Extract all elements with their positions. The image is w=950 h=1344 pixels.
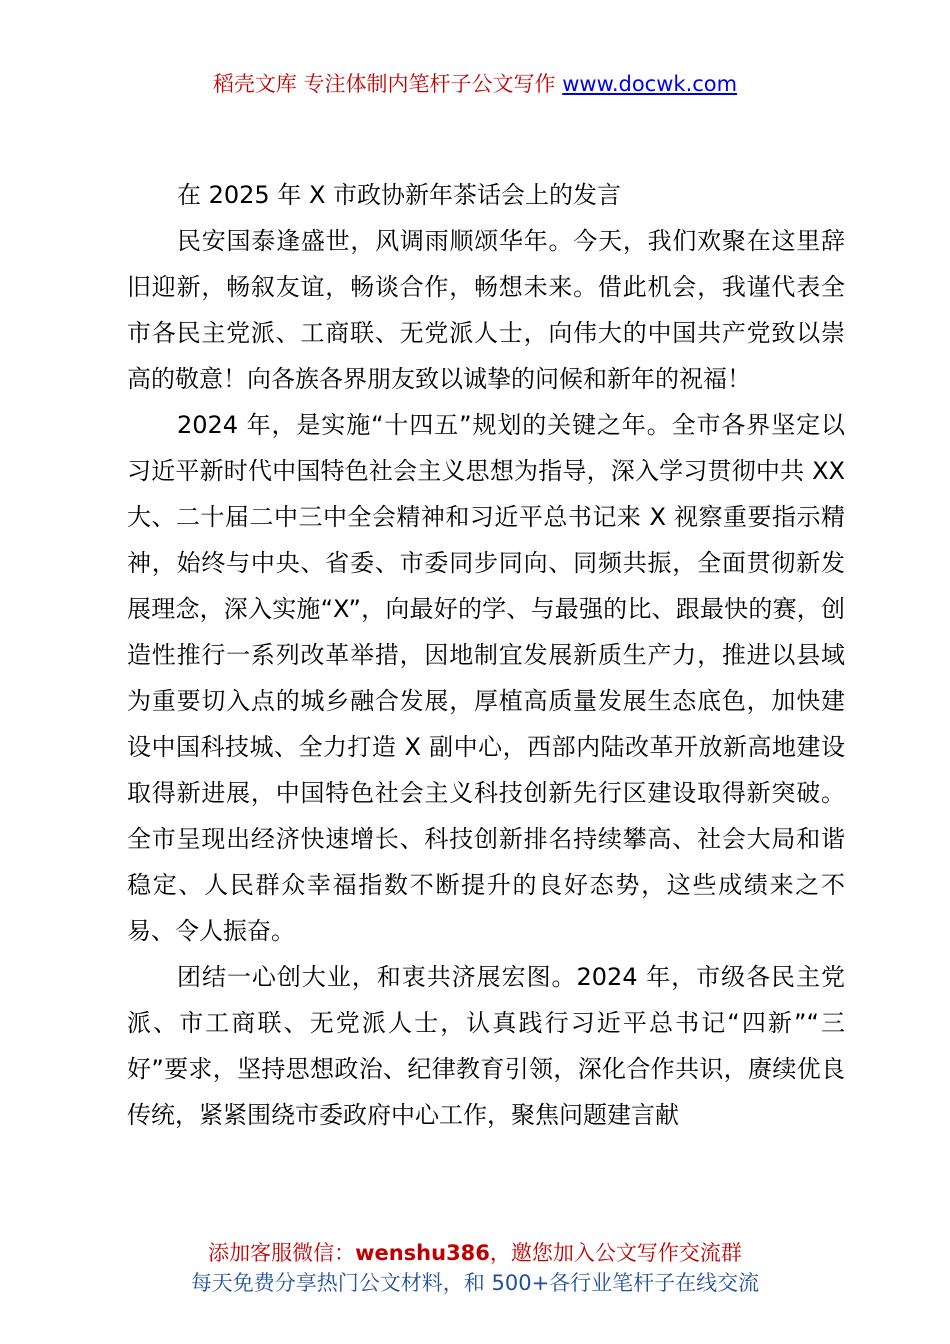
header-link[interactable]: www.docwk.com [562, 72, 738, 96]
watermark-header [0, 68, 950, 100]
header-text: 稻壳文库 专注体制内笔杆子公文写作 [212, 72, 563, 96]
footer-suffix: ，邀您加入公文写作交流群 [489, 1241, 742, 1265]
paragraph: 团结一心创大业，和衷共济展宏图。2024 年，市级各民主党派、市工商联、无党派人士，认真践行习近平总书记“四新”“三好”要求，坚持思想政治、纪律教育引领，深化合作共识，赓续优良传统，紧紧围绕市委政府中心工作，聚焦问题建言献 [127, 963, 845, 1129]
document-body [127, 172, 845, 1138]
paragraph: 民安国泰逢盛世，风调雨顺颂华年。今天，我们欢聚在这里辞旧迎新，畅叙友谊，畅谈合作，畅想未来。借此机会，我谨代表全市各民主党派、工商联、无党派人士，向伟大的中国共产党致以崇高的敬意！向各族各界朋友致以诚挚的问候和新年的祝福！ [127, 227, 845, 393]
wechat-id: wenshu386 [355, 1241, 490, 1265]
promo-footer [0, 1238, 950, 1298]
footer-prefix: 添加客服微信： [208, 1241, 356, 1265]
document-title: 在 2025 年 X 市政协新年茶话会上的发言 [177, 181, 622, 209]
footer-line-1 [0, 1238, 950, 1268]
paragraph: 2024 年，是实施“十四五”规划的关键之年。全市各界坚定以习近平新时代中国特色社会主义思想为指导，深入学习贯彻中共 XX 大、二十届二中三中全会精神和习近平总书记来 X 视察重要指示精神，始终与中央、省委、市委同步同向、同频共振，全面贯彻新发展理念，深入实施“X”，向最好的学、与最强的比、跟最快的赛，创造性推行一系列改革举措，因地制宜发展新质生产力，推进以县域为重要切入点的城乡融合发展，厚植高质量发展生态底色，加快建设中国科技城、全力打造 X 副中心，西部内陆改革开放新高地建设取得新进展，中国特色社会主义科技创新先行区建设取得新突破。全市呈现出经济快速增长、科技创新排名持续攀高、社会大局和谐稳定、人民群众幸福指数不断提升的良好态势，这些成绩来之不易、令人振奋。 [127, 411, 845, 945]
footer-line-2: 每天免费分享热门公文材料，和 500+各行业笔杆子在线交流 [190, 1271, 760, 1295]
